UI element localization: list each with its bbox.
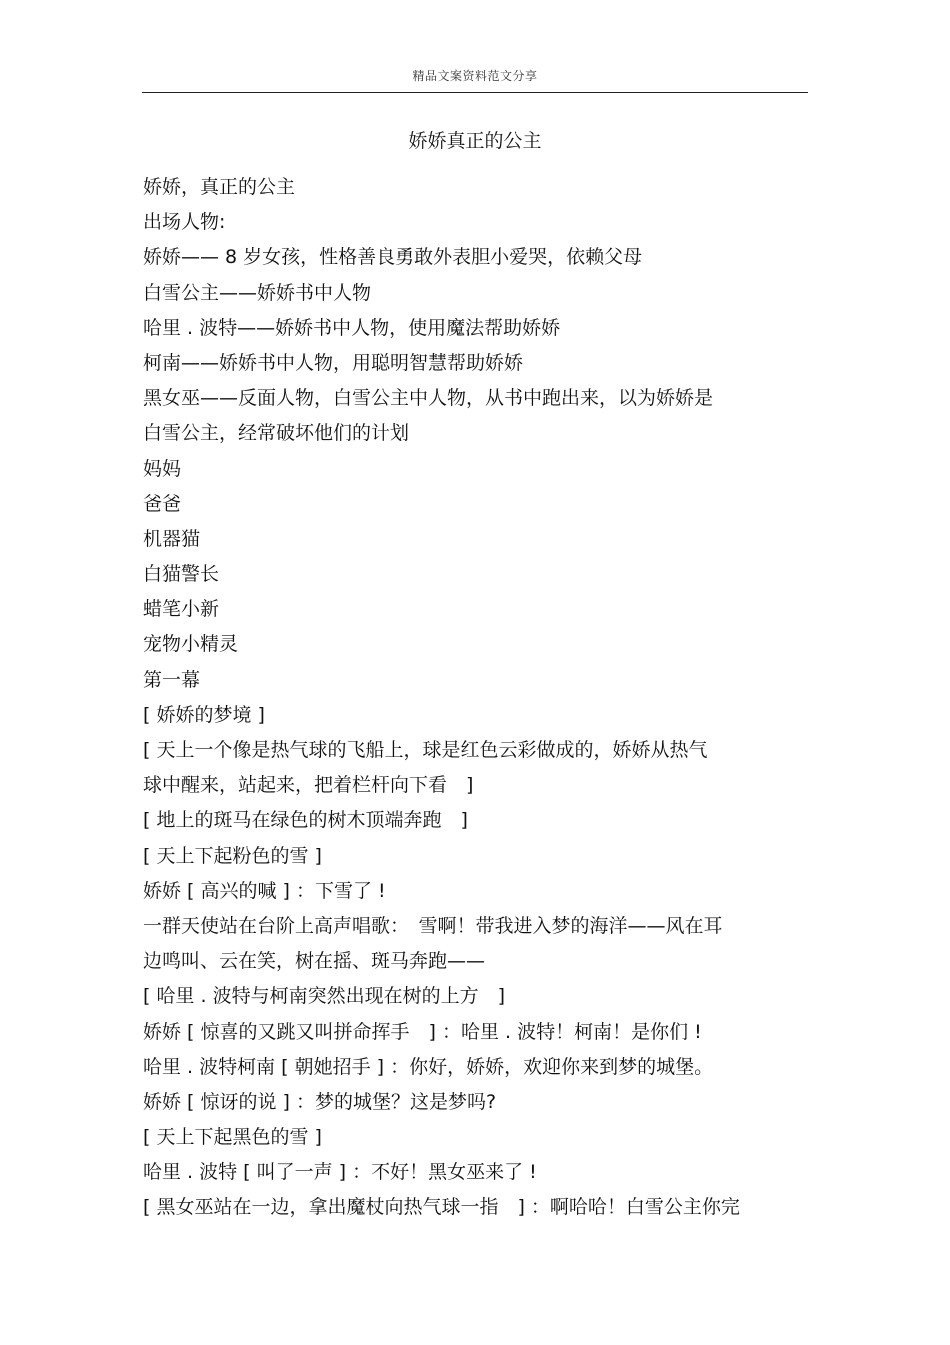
text-line: 一群天使站在台阶上高声唱歌： 雪啊！带我进入梦的海洋——风在耳 — [143, 914, 723, 937]
text-line: 哈里 . 波特——娇娇书中人物，使用魔法帮助娇娇 — [143, 316, 561, 339]
text-line: 爸爸 — [143, 492, 182, 515]
text-line: 白雪公主——娇娇书中人物 — [143, 281, 372, 304]
text-line: 哈里 . 波特 [ 叫了一声 ] ：不好！黑女巫来了 ! — [143, 1161, 537, 1184]
text-line: 娇娇 [ 高兴的喊 ] ：下雪了 ! — [143, 879, 386, 902]
text-line: [ 哈里 . 波特与柯南突然出现在树的上方 ] — [143, 985, 505, 1008]
text-line: [ 天上下起粉色的雪 ] — [143, 844, 322, 867]
text-line: 白雪公主，经常破坏他们的计划 — [143, 422, 410, 445]
text-line: [ 娇娇的梦境 ] — [143, 703, 265, 726]
text-line: 机器猫 — [143, 527, 201, 550]
text-line: 蜡笔小新 — [143, 598, 220, 621]
text-line: 娇娇，真正的公主 — [143, 176, 296, 198]
header-text: 精品文案资料范文分享 — [412, 69, 538, 83]
text-line: 出场人物: — [143, 211, 226, 234]
document-title: 娇娇真正的公主 — [408, 130, 542, 152]
text-line: 白猫警长 — [143, 563, 220, 586]
page-header — [142, 0, 808, 93]
text-line: 娇娇 [ 惊喜的又跳又叫拼命挥手 ] ：哈里 . 波特！柯南！是你们 ! — [143, 1020, 702, 1043]
text-line: 球中醒来，站起来，把着栏杆向下看 ] — [143, 774, 474, 797]
text-line: 哈里 . 波特柯南 [ 朝她招手 ] ：你好，娇娇，欢迎你来到梦的城堡。 — [143, 1055, 714, 1078]
text-line: 妈妈 — [143, 457, 182, 480]
text-line: 柯南——娇娇书中人物，用聪明智慧帮助娇娇 — [143, 351, 524, 374]
document-body — [143, 170, 823, 1226]
text-line: 黑女巫——反面人物，白雪公主中人物，从书中跑出来，以为娇娇是 — [143, 387, 714, 410]
text-line: 边鸣叫、云在笑，树在摇、斑马奔跑—— — [143, 950, 486, 973]
text-line: [ 天上一个像是热气球的飞船上，球是红色云彩做成的，娇娇从热气 — [143, 739, 708, 761]
text-line: 第一幕 — [143, 668, 201, 691]
text-line: [ 地上的斑马在绿色的树木顶端奔跑 ] — [143, 809, 468, 832]
text-line: 娇娇 [ 惊讶的说 ] ：梦的城堡？这是梦吗? — [143, 1090, 497, 1113]
text-line: 宠物小精灵 — [143, 633, 239, 656]
text-line: [ 天上下起黑色的雪 ] — [143, 1126, 322, 1149]
text-line: [ 黑女巫站在一边，拿出魔杖向热气球一指 ] ：啊哈哈！白雪公主你完 — [143, 1196, 740, 1219]
text-line: 娇娇—— 8 岁女孩，性格善良勇敢外表胆小爱哭，依赖父母 — [143, 246, 643, 269]
